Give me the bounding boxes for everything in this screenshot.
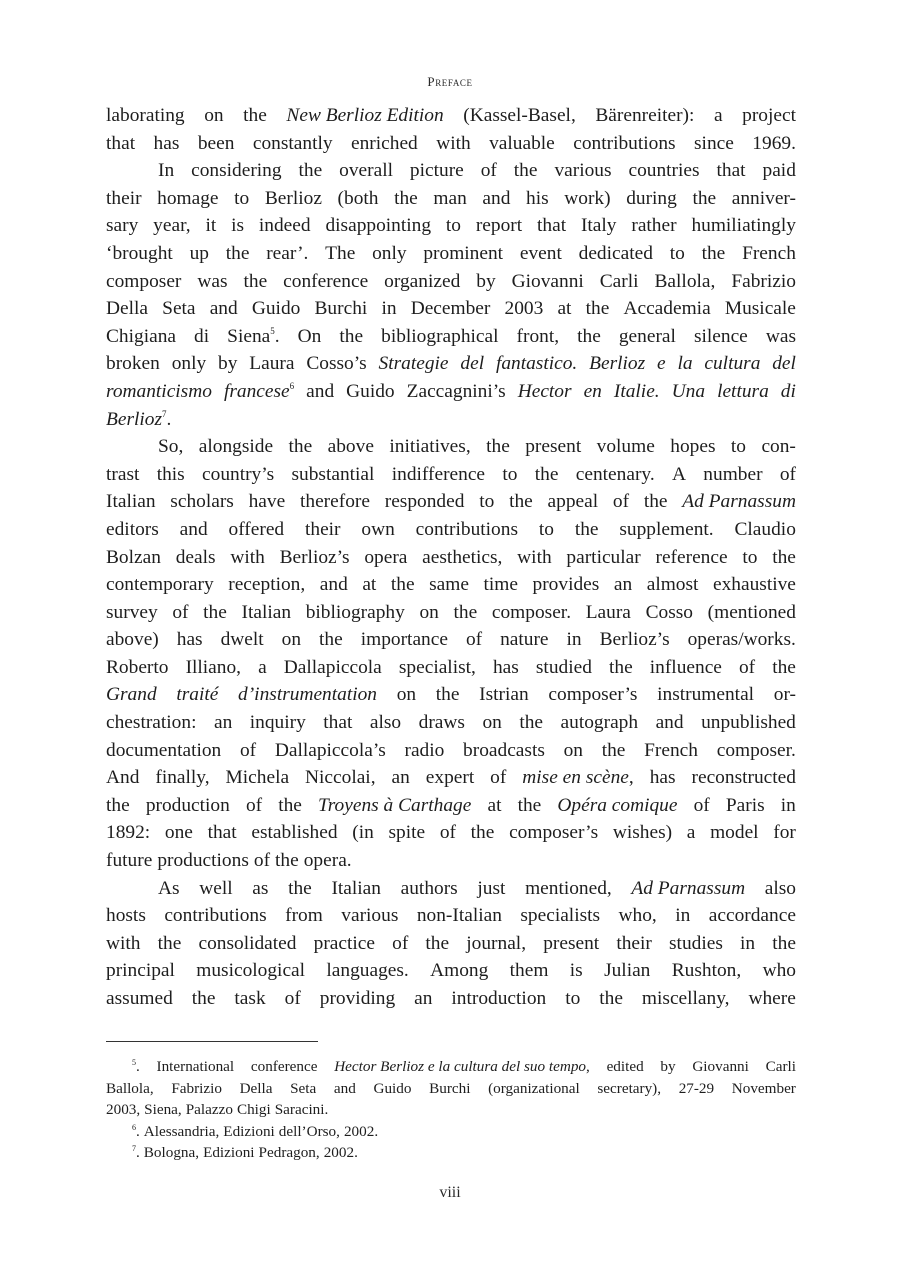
text-line: their homage to Berlioz (both the man and his work) during the anniver-: [106, 187, 796, 209]
footnote-line: $^6$. Alessandria, Edizioni dell’Orso, 2002.: [132, 1122, 379, 1140]
text-line: 1892: one that established (in spite of the composer’s wishes) a model for: [106, 822, 796, 844]
text-line: broken only by Laura Cosso’s Strategie del fantastico. Berlioz e la cultura del: [106, 353, 796, 375]
text-line: survey of the Italian bibliography on the composer. Laura Cosso (mentioned: [106, 601, 796, 623]
text-line: Grand traité d’instrumentation on the Istrian composer’s instrumental or-: [106, 684, 796, 706]
text-line: composer was the conference organized by Giovanni Carli Ballola, Fabrizio: [106, 270, 796, 292]
text-line: sary year, it is indeed disappointing to report that Italy rather humiliatingly: [106, 215, 796, 237]
text-line: documentation of Dallapiccola’s radio broadcasts on the French composer.: [106, 739, 796, 761]
text-line: Della Seta and Guido Burchi in December 2003 at the Accademia Musicale: [106, 298, 796, 320]
text-line: above) has dwelt on the importance of nature in Berlioz’s operas/works.: [106, 629, 796, 651]
text-line: trast this country’s substantial indifference to the centenary. A number of: [106, 463, 796, 485]
text-line: chestration: an inquiry that also draws on the autograph and unpublished: [106, 712, 796, 734]
text-line: So, alongside the above initiatives, the present volume hopes to con-: [158, 436, 796, 458]
text-line: Italian scholars have therefore responded to the appeal of the Ad Parnassum: [106, 491, 796, 513]
text-line: editors and offered their own contributions to the supplement. Claudio: [106, 518, 796, 540]
text-line: Berlioz$^7$.: [106, 408, 172, 430]
footnote-line: $^7$. Bologna, Edizioni Pedragon, 2002.: [132, 1144, 358, 1161]
text-line: principal musicological languages. Among them is Julian Rushton, who: [106, 960, 796, 982]
footnote-line: $^5$. International conference Hector Berlioz e la cultura del suo tempo, edited by Giovanni Carli: [132, 1058, 796, 1075]
text-line: romanticismo francese$^6$ and Guido Zaccagnini’s Hector en Italie. Una lettura di: [106, 380, 796, 402]
footnote-separator: [106, 1041, 318, 1042]
text-line: with the consolidated practice of the journal, present their studies in the: [106, 932, 796, 954]
running-header: Preface: [427, 74, 473, 89]
text-line: laborating on the New Berlioz Edition (Kassel-Basel, Bärenreiter): a project: [106, 105, 796, 126]
text-line: contemporary reception, and at the same time provides an almost exhaustive: [106, 574, 796, 596]
body-text: [106, 102, 796, 1013]
text-line: the production of the Troyens à Carthage at the Opéra comique of Paris in: [106, 794, 796, 816]
page-number: viii: [439, 1184, 461, 1201]
text-line: ‘brought up the rear’. The only prominent event dedicated to the French: [106, 242, 796, 264]
footnote-line: 2003, Siena, Palazzo Chigi Saracini.: [106, 1101, 329, 1118]
text-line: Chigiana di Siena$^5$. On the bibliographical front, the general silence was: [106, 325, 796, 347]
footnote-line: Ballola, Fabrizio Della Seta and Guido Burchi (organizational secretary), 27-29 November: [106, 1079, 796, 1097]
text-line: And finally, Michela Niccolai, an expert of mise en scène, has reconstructed: [106, 767, 796, 789]
text-line: that has been constantly enriched with valuable contributions since 1969.: [106, 132, 796, 154]
text-line: assumed the task of providing an introduction to the miscellany, where: [106, 988, 796, 1009]
footnotes: [106, 1056, 796, 1164]
text-line: As well as the Italian authors just mentioned, Ad Parnassum also: [158, 877, 796, 899]
text-line: In considering the overall picture of the various countries that paid: [158, 160, 796, 182]
text-line: Roberto Illiano, a Dallapiccola specialist, has studied the influence of the: [106, 656, 796, 678]
text-line: future productions of the opera.: [106, 850, 352, 872]
text-line: hosts contributions from various non-Italian specialists who, in accordance: [106, 905, 796, 927]
text-line: Bolzan deals with Berlioz’s opera aesthetics, with particular reference to the: [106, 546, 796, 568]
